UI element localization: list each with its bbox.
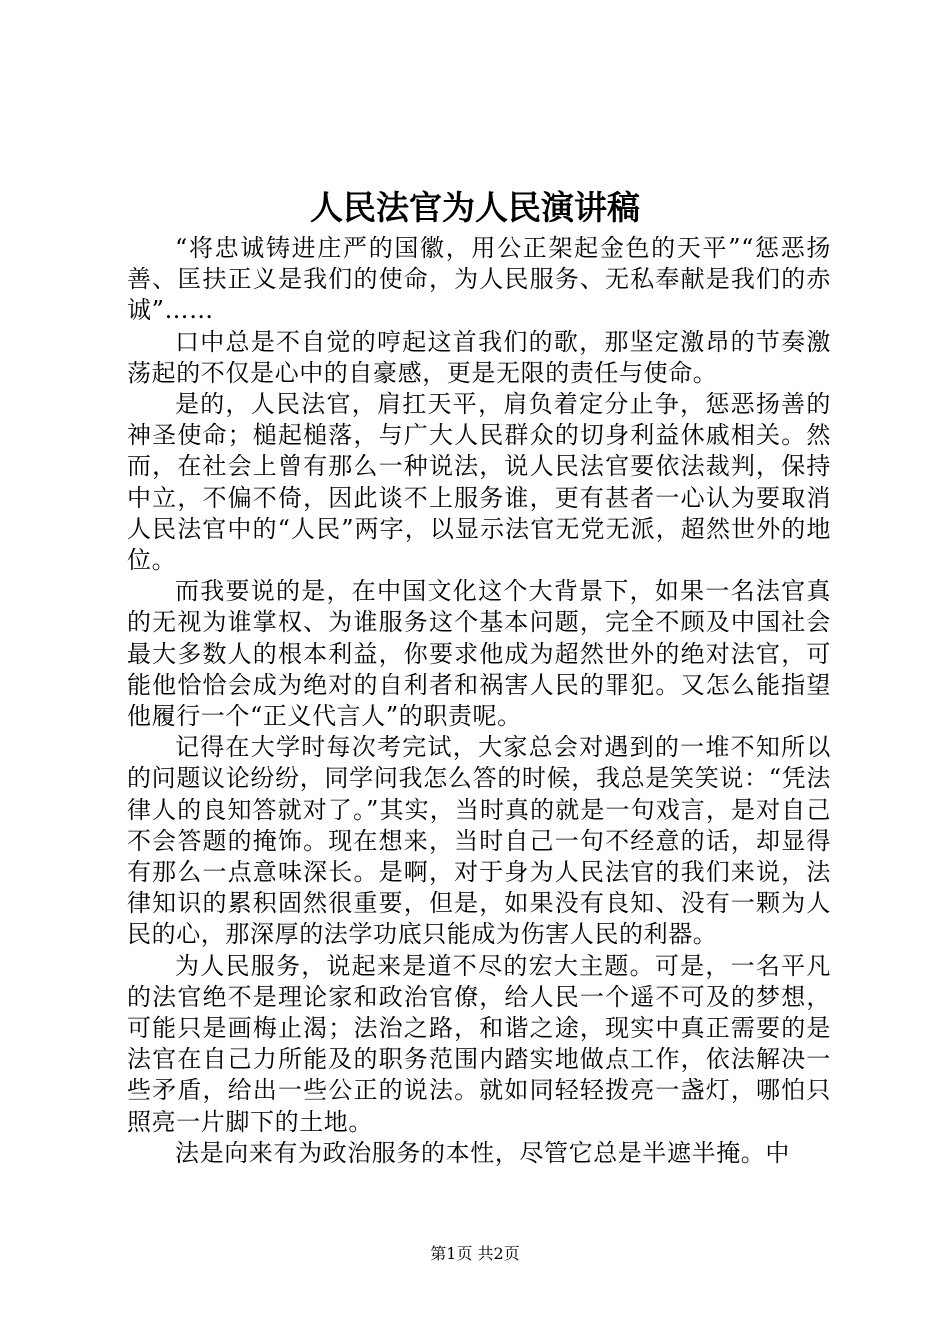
paragraph-7: 法是向来有为政治服务的本性，尽管它总是半遮半掩。中 (175, 1138, 790, 1167)
paragraph-5: 记得在大学时每次考完试，大家总会对遇到的一堆不知所以的问题议论纷纷，同学问我怎么答的时候，我总是笑笑说：“凭法律人的良知答就对了。”其实，当时真的就是一句戏言，是对自己不会答题的掩饰。现在想来，当时自己一句不经意的话，却显得有那么一点意味深长。是啊，对于身为人民法官的我们来说，法律知识的累积固然很重要，但是，如果没有良知、没有一颗为人民的心，那深厚的法学功底只能成为伤害人民的利器。 (127, 733, 831, 949)
paragraph-6: 为人民服务，说起来是道不尽的宏大主题。可是，一名平凡的法官绝不是理论家和政治官僚，给人民一个遥不可及的梦想，可能只是画梅止渴；法治之路，和谐之途，现实中真正需要的是法官在自己力所能及的职务范围内踏实地做点工作，依法解决一些矛盾，给出一些公正的说法。就如同轻轻拨亮一盏灯，哪怕只照亮一片脚下的土地。 (127, 951, 831, 1136)
paragraph-2: 口中总是不自觉的哼起这首我们的歌，那坚定激昂的节奏激荡起的不仅是心中的自豪感，更是无限的责任与使命。 (127, 327, 831, 387)
paragraph-1: “将忠诚铸进庄严的国徽，用公正架起金色的天平”“惩恶扬善、匡扶正义是我们的使命，为人民服务、无私奉献是我们的赤诚”…… (127, 234, 831, 325)
paragraph-3: 是的，人民法官，肩扛天平，肩负着定分止争，惩恶扬善的神圣使命；槌起槌落，与广大人民群众的切身利益休戚相关。然而，在社会上曾有那么一种说法，说人民法官要依法裁判，保持中立，不偏不倚，因此谈不上服务谁，更有甚者一心认为要取消人民法官中的“人民”两字，以显示法官无党无派，超然世外的地位。 (127, 390, 831, 575)
document-body (127, 233, 831, 1169)
document-title: 人民法官为人民演讲稿 (310, 188, 640, 227)
paragraph-4: 而我要说的是，在中国文化这个大背景下，如果一名法官真的无视为谁掌权、为谁服务这个基本问题，完全不顾及中国社会最大多数人的根本利益，你要求他成为超然世外的绝对法官，可能他恰恰会成为绝对的自利者和祸害人民的罪犯。又怎么能指望他履行一个“正义代言人”的职责呢。 (127, 577, 831, 731)
page-footer: 第1页 共2页 (430, 1244, 520, 1263)
